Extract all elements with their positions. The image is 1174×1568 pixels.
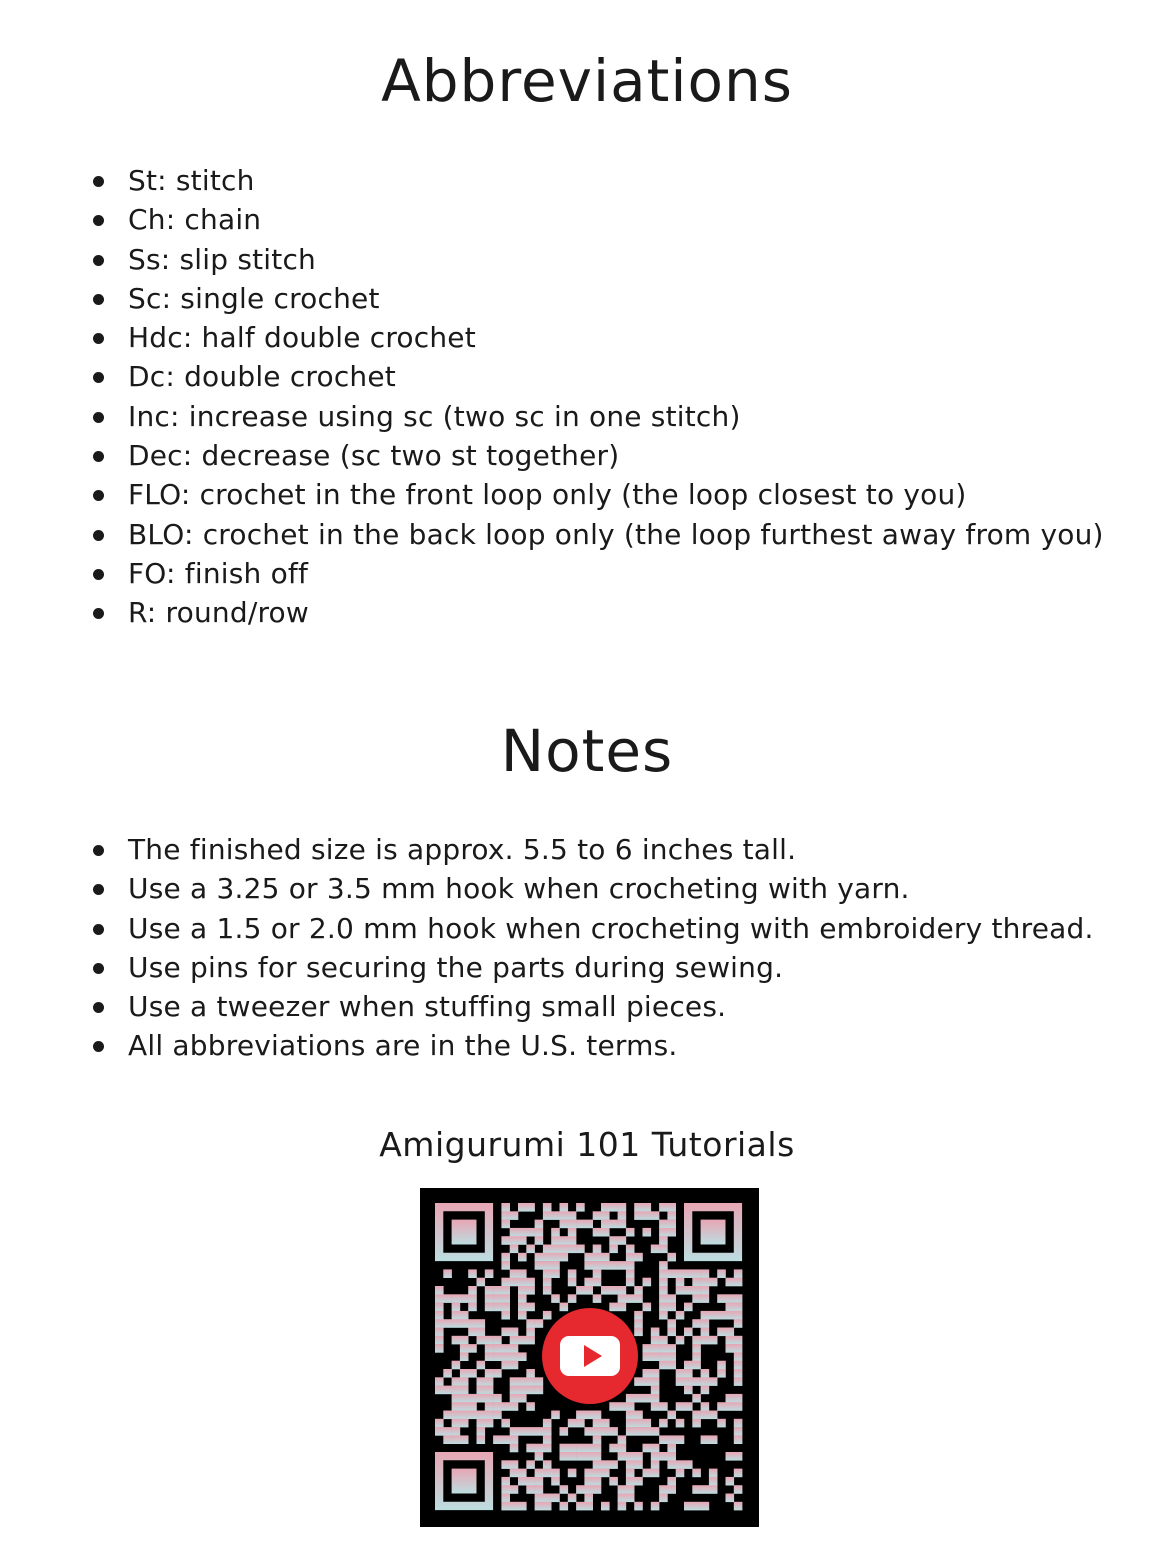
bullet-icon [93,569,104,580]
bullet-icon [93,963,104,974]
abbreviations-item [0,436,1104,475]
abbreviations-item-text: Ch: chain [128,203,262,237]
play-triangle-icon [584,1345,602,1367]
bullet-icon [93,333,104,344]
abbreviations-item [0,515,1104,554]
abbreviations-item [0,397,1104,436]
abbreviations-item-text: Hdc: half double crochet [128,321,476,355]
notes-item-text: Use a 3.25 or 3.5 mm hook when crocheting with yarn. [128,872,910,906]
abbreviations-item-text: BLO: crochet in the back loop only (the loop furthest away from you) [128,517,1104,551]
notes-item [0,1026,1094,1065]
notes-item-text: Use a tweezer when stuffing small pieces. [128,990,727,1024]
bullet-icon [93,924,104,935]
abbreviations-item [0,279,1104,318]
abbreviations-item [0,240,1104,279]
bullet-icon [93,255,104,266]
bullet-icon [93,608,104,619]
youtube-play-icon[interactable] [542,1308,638,1404]
abbreviations-item-text: St: stitch [128,164,255,197]
abbreviations-list [0,161,1104,633]
abbreviations-item-text: Sc: single crochet [128,281,380,315]
abbreviations-item [0,593,1104,632]
abbreviations-item [0,161,1104,200]
notes-item-text: All abbreviations are in the U.S. terms. [128,1029,678,1063]
abbreviations-item-text: Inc: increase using sc (two sc in one stitch) [128,399,741,433]
abbreviations-item [0,318,1104,357]
bullet-icon [93,845,104,856]
abbreviations-item-text: Dc: double crochet [128,360,396,394]
bullet-icon [93,294,104,305]
bullet-icon [93,215,104,226]
bullet-icon [93,451,104,462]
abbreviations-item-text: Ss: slip stitch [128,242,316,276]
abbreviations-item [0,554,1104,593]
abbreviations-item-text: FLO: crochet in the front loop only (the loop closest to you) [128,478,967,512]
abbreviations-item-text: FO: finish off [128,556,309,590]
bullet-icon [93,490,104,501]
bullet-icon [93,412,104,423]
bullet-icon [93,372,104,383]
bullet-icon [93,884,104,895]
notes-item [0,909,1094,948]
notes-item-text: The finished size is approx. 5.5 to 6 inches tall. [128,833,797,866]
abbreviations-item [0,200,1104,239]
notes-title: Notes [500,717,674,785]
abbreviations-item-text: Dec: decrease (sc two st together) [128,439,620,473]
bullet-icon [93,1002,104,1013]
abbreviations-title: Abbreviations [381,47,793,115]
abbreviations-item [0,475,1104,514]
bullet-icon [93,530,104,541]
notes-item [0,948,1094,987]
qr-caption: Amigurumi 101 Tutorials [379,1125,795,1164]
abbreviations-item [0,357,1104,396]
notes-item [0,869,1094,908]
notes-item [0,830,1094,869]
notes-item-text: Use a 1.5 or 2.0 mm hook when crocheting with embroidery thread. [128,911,1094,945]
notes-item-text: Use pins for securing the parts during sewing. [128,950,784,984]
bullet-icon [93,176,104,187]
abbreviations-item-text: R: round/row [128,596,309,630]
bullet-icon [93,1041,104,1052]
notes-list [0,830,1094,1066]
notes-item [0,987,1094,1026]
